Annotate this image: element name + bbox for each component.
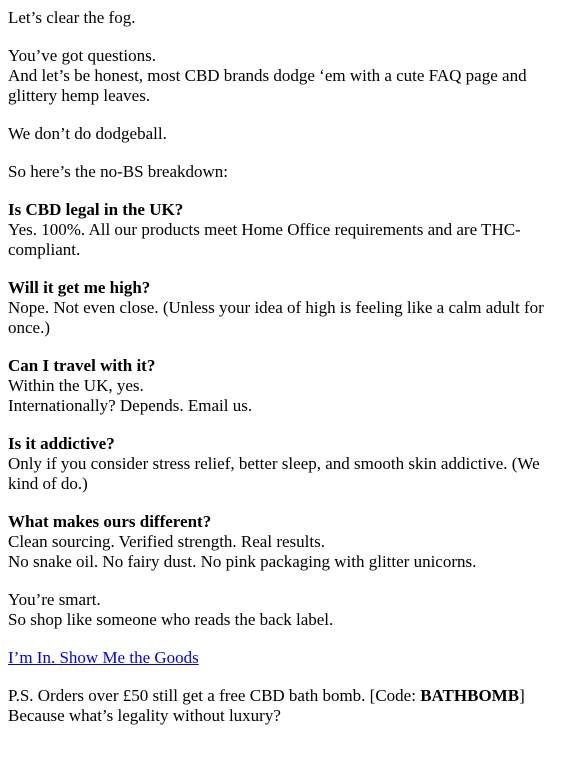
faq-answer: Internationally? Depends. Email us. bbox=[8, 396, 253, 415]
faq-answer: Clean sourcing. Verified strength. Real results. bbox=[8, 532, 325, 551]
ps-paragraph bbox=[8, 686, 572, 726]
intro-questions bbox=[8, 46, 572, 106]
promo-code: BATHBOMB bbox=[420, 686, 520, 705]
questions-line-1: You’ve got questions. bbox=[8, 46, 156, 65]
faq-item-travel bbox=[8, 356, 572, 416]
faq-question: Can I travel with it? bbox=[8, 356, 156, 375]
faq-question: Will it get me high? bbox=[8, 278, 151, 297]
faq-answer: Only if you consider stress relief, better sleep, and smooth skin addictive. (We kind of do.) bbox=[8, 454, 540, 493]
headline-text: Let’s clear the fog. bbox=[8, 8, 136, 27]
faq-answer: No snake oil. No fairy dust. No pink packaging with glitter unicorns. bbox=[8, 552, 477, 571]
faq-question: Is CBD legal in the UK? bbox=[8, 200, 184, 219]
faq-answer: Within the UK, yes. bbox=[8, 376, 144, 395]
faq-item-addictive bbox=[8, 434, 572, 494]
shop-now-link[interactable]: I’m In. Show Me the Goods bbox=[8, 648, 199, 667]
faq-answer: Nope. Not even close. (Unless your idea of high is feeling like a calm adult for once.) bbox=[8, 298, 544, 337]
closing-line-1: You’re smart. bbox=[8, 590, 101, 609]
intro-breakdown bbox=[8, 162, 572, 182]
cta-paragraph bbox=[8, 648, 572, 668]
intro-headline bbox=[8, 8, 572, 28]
ps-prefix: P.S. Orders over £50 still get a free CBD bath bomb. [Code: bbox=[8, 686, 421, 705]
ps-suffix: ] bbox=[519, 686, 525, 705]
intro-dodgeball bbox=[8, 124, 572, 144]
questions-line-2: And let’s be honest, most CBD brands dodge ‘em with a cute FAQ page and glittery hemp leaves. bbox=[8, 66, 527, 105]
ps-line-2: Because what’s legality without luxury? bbox=[8, 706, 281, 725]
closing-paragraph bbox=[8, 590, 572, 630]
faq-question: What makes ours different? bbox=[8, 512, 212, 531]
closing-line-2: So shop like someone who reads the back label. bbox=[8, 610, 334, 629]
faq-item-legal bbox=[8, 200, 572, 260]
ps-line-1 bbox=[8, 686, 572, 706]
faq-item-different bbox=[8, 512, 572, 572]
faq-item-high bbox=[8, 278, 572, 338]
dodgeball-text: We don’t do dodgeball. bbox=[8, 124, 167, 143]
breakdown-text: So here’s the no-BS breakdown: bbox=[8, 162, 229, 181]
faq-question: Is it addictive? bbox=[8, 434, 115, 453]
faq-answer: Yes. 100%. All our products meet Home Office requirements and are THC-compliant. bbox=[8, 220, 521, 259]
